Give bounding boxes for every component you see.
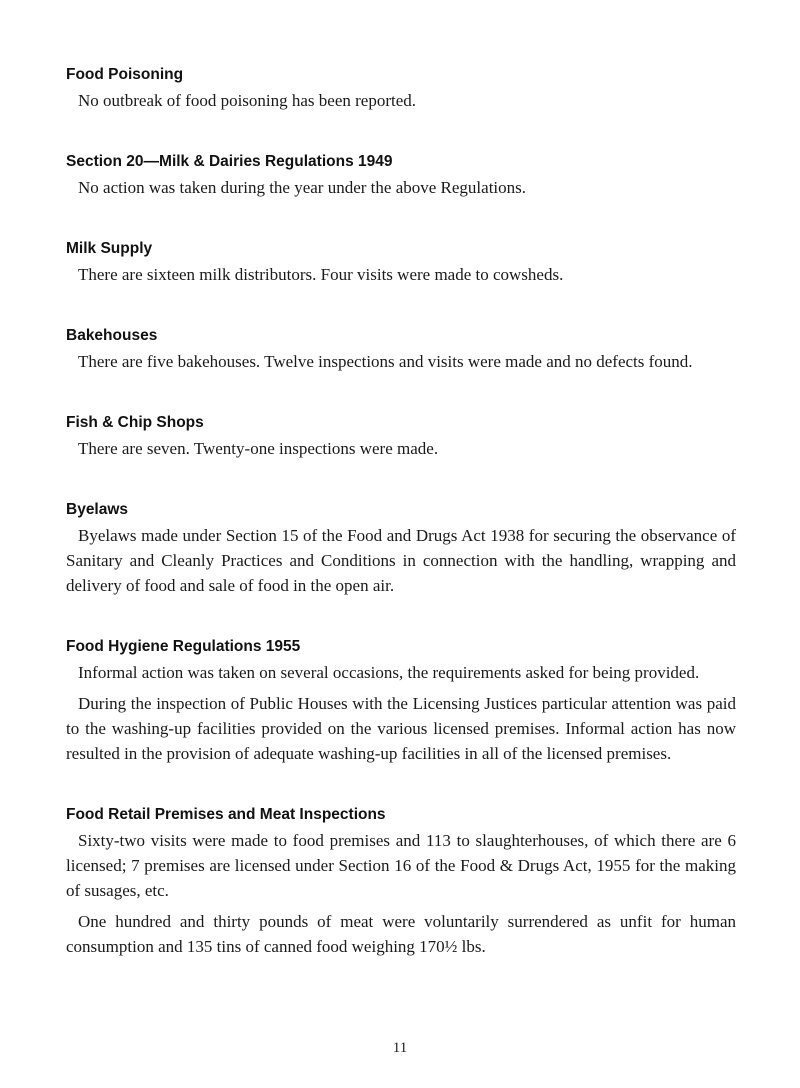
section-paragraph: Byelaws made under Section 15 of the Food and Drugs Act 1938 for securing the observance of Sanitary and Cleanly Practices and Conditions in connection with the handling, wrapping and delivery of food and sale of food in the open air. [66,526,736,595]
section-food-retail-meat-inspections [66,804,736,959]
section-paragraph: There are sixteen milk distributors. Four visits were made to cowsheds. [78,265,564,284]
section-paragraph: One hundred and thirty pounds of meat were voluntarily surrendered as unfit for human consumption and 135 tins of canned food weighing 170½ lbs. [66,912,736,956]
section-fish-chip-shops [66,412,736,461]
section-paragraph: No action was taken during the year under the above Regulations. [78,178,527,197]
section-heading: Food Retail Premises and Meat Inspections [66,806,386,823]
section-heading: Bakehouses [66,327,158,344]
report-page [66,64,736,997]
section-paragraph: No outbreak of food poisoning has been reported. [78,91,417,110]
section-paragraph: During the inspection of Public Houses with the Licensing Justices particular attention was paid to the washing-up facilities provided on the various licensed premises. Informal action has now resulted in the provision of adequate washing-up facilities in all of the licensed premises. [66,694,736,763]
section-heading: Milk Supply [66,240,153,257]
section-milk-supply [66,238,736,287]
section-paragraph: Informal action was taken on several occasions, the requirements asked for being provided. [78,663,700,682]
section-paragraph: There are five bakehouses. Twelve inspections and visits were made and no defects found. [78,352,693,371]
section-heading: Fish & Chip Shops [66,414,204,431]
section-paragraph: There are seven. Twenty-one inspections were made. [78,439,439,458]
section-food-hygiene-regulations [66,636,736,766]
section-heading: Food Hygiene Regulations 1955 [66,638,301,655]
section-byelaws [66,499,736,598]
section-food-poisoning [66,64,736,113]
section-milk-dairies-regulations [66,151,736,200]
section-heading: Food Poisoning [66,66,184,83]
page-number: 11 [392,1040,408,1056]
section-heading: Byelaws [66,501,129,518]
section-paragraph: Sixty-two visits were made to food premises and 113 to slaughterhouses, of which there are 6 licensed; 7 premises are licensed under Section 16 of the Food & Drugs Act, 1955 for the making of susages, etc. [66,831,736,900]
section-bakehouses [66,325,736,374]
section-heading: Section 20—Milk & Dairies Regulations 1949 [66,153,393,170]
